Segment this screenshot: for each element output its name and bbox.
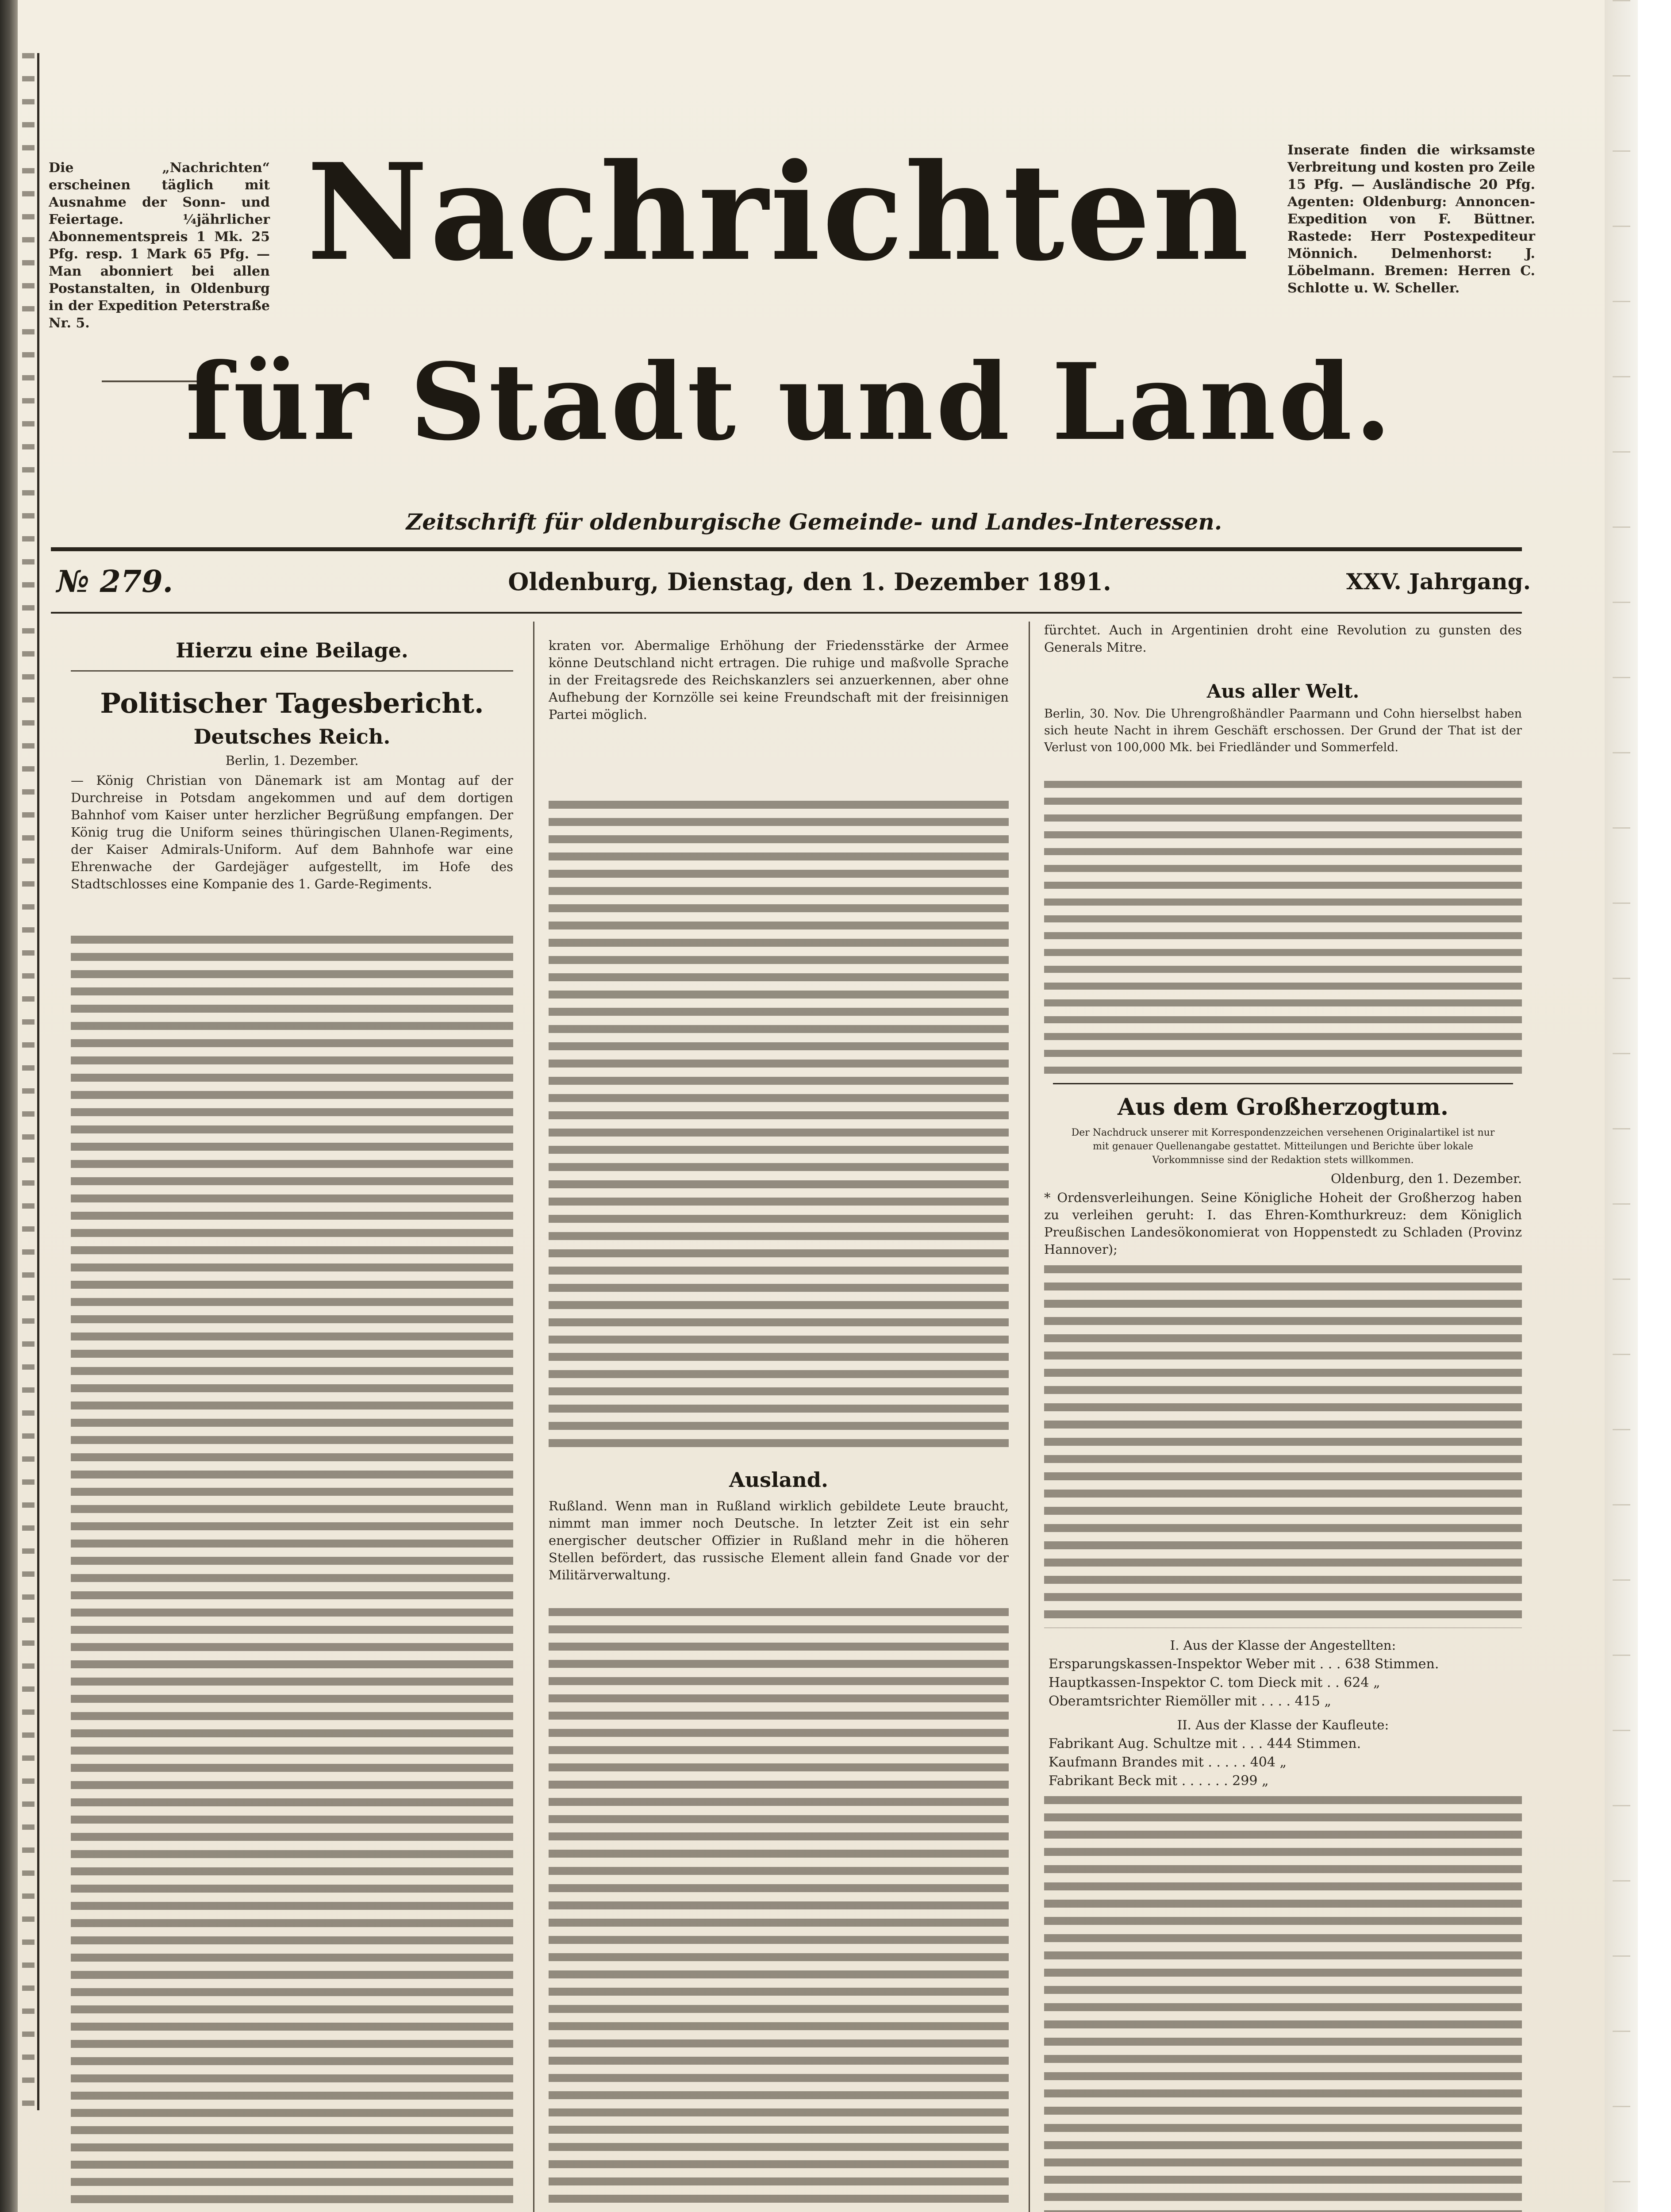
reprint-notice: Der Nachdruck unserer mit Korrespondenzzeichen versehenen Originalartikel ist nur mit genauer Quellenangabe gestattet. Mitteilungen und Berichte über lokale Vorkommnisse sind der Redaktion stets willkommen. (1071, 1127, 1495, 1166)
newspaper-subtitle: Zeitschrift für oldenburgische Gemeinde- und Landes-Interessen. (406, 509, 1222, 535)
newspaper-title-line2: für Stadt und Land. (185, 341, 1394, 464)
col3-divider (1053, 1083, 1513, 1084)
vote-row: Fabrikant Beck mit . . . . . . 299 „ (1049, 1773, 1269, 1789)
supplement-notice: Hierzu eine Beilage. (176, 638, 408, 662)
col3-dateline: Oldenburg, den 1. Dezember. (1330, 1171, 1522, 1186)
column-divider-2 (1029, 622, 1030, 2212)
vote-row: Oberamtsrichter Riemöller mit . . . . 415 „ (1049, 1694, 1331, 1709)
col2-text-placeholder-1 (549, 801, 1009, 1451)
election-class-2: II. Aus der Klasse der Kaufleute: (1177, 1717, 1389, 1732)
vote-row: Kaufmann Brandes mit . . . . . 404 „ (1049, 1755, 1287, 1770)
col1-article-1: — König Christian von Dänemark ist am Montag auf der Durchreise in Potsdam angekommen und auf dem dortigen Bahnhof vom Kaiser unter herzlicher Begrüßung empfangen. Der König trug die Uniform seines thüringischen Ulanen-Regiments, der Kaiser Admirals-Uniform. Auf dem Bahnhofe war eine Ehrenwache der Gardejäger aufgestellt, im Hofe des Stadtschlosses eine Kompanie des 1. Garde-Regiments. (71, 773, 513, 891)
section-heading-world: Aus aller Welt. (1206, 680, 1360, 702)
vote-row: Hauptkassen-Inspektor C. tom Dieck mit . . 624 „ (1049, 1675, 1380, 1690)
subscription-notice: Die „Nachrichten“ erscheinen täglich mit Ausnahme der Sonn- und Feiertage. ¼jährlicher Abonnementspreis 1 Mk. 25 Pfg. resp. 1 Mark 65 Pfg. — Man abonniert bei allen Postanstalten, in Oldenburg in der Expedition Peterstraße Nr. 5. (49, 160, 270, 331)
column-divider-1 (533, 622, 534, 2212)
masthead-rule-bottom (51, 612, 1522, 614)
advertising-notice: Inserate finden die wirksamste Verbreitung und kosten pro Zeile 15 Pfg. — Ausländische 20 Pfg. Agenten: Oldenburg: Annoncen-Expedition von F. Büttner. Rastede: Herr Postexpediteur Mönnich. Delmenhorst: J. Löbelmann. Bremen: Herren C. Schlotte u. W. Scheller. (1287, 142, 1535, 296)
section-subtitle: Deutsches Reich. (193, 725, 391, 749)
vote-row: Ersparungskassen-Inspektor Weber mit . . . 638 Stimmen. (1049, 1656, 1439, 1672)
election-class-1: I. Aus der Klasse der Angestellten: (1170, 1638, 1396, 1653)
section-heading-abroad: Ausland. (729, 1468, 828, 1492)
adjacent-page-strip (18, 53, 41, 2110)
section-heading-duchy: Aus dem Großherzogtum. (1118, 1094, 1448, 1121)
col2-article-1: kraten vor. Abermalige Erhöhung der Friedensstärke der Armee könne Deutschland nicht ertragen. Die ruhige und maßvolle Sprache in der Freitagsrede des Reichskanzlers sei anzuerkennen, aber ohne Aufhebung der Kornzölle sei keine Freundschaft mit der freisinnigen Partei möglich. (549, 638, 1009, 722)
col2-text-placeholder-2 (549, 1608, 1009, 2212)
volume-number: XXV. Jahrgang. (1346, 568, 1531, 595)
book-binding (0, 0, 18, 2212)
col1-divider-1 (71, 670, 513, 672)
col3-text-placeholder-1 (1044, 781, 1522, 1082)
issue-number: № 279. (57, 564, 173, 599)
col3-article-honours: * Ordensverleihungen. Seine Königliche Hoheit der Großherzog haben zu verleihen geruht: I. das Ehren-Komthurkreuz: dem Königlich Preußischen Landesökonomierat von Hoppenstedt zu Schladen (Provinz Hannover); (1044, 1190, 1522, 1257)
col1-dateline: Berlin, 1. Dezember. (225, 753, 359, 768)
col3-text-placeholder-3 (1044, 1796, 1522, 2212)
issue-dateline: Oldenburg, Dienstag, den 1. Dezember 1891. (508, 568, 1111, 596)
newspaper-page (18, 0, 1638, 2212)
page-edge (1605, 0, 1638, 2212)
col3-text-placeholder-2 (1044, 1265, 1522, 1628)
col3-article-berlin: Berlin, 30. Nov. Die Uhrengroßhändler Paarmann und Cohn hierselbst haben sich heute Nacht in ihrem Geschäft erschossen. Der Grund der That ist der Verlust von 100,000 Mk. bei Friedländer und Sommerfeld. (1044, 707, 1522, 754)
newspaper-title: Nachrichten (307, 134, 1251, 290)
section-title: Politischer Tagesbericht. (100, 687, 484, 719)
masthead-rule-top (51, 547, 1522, 551)
col2-article-russia: Rußland. Wenn man in Rußland wirklich gebildete Leute braucht, nimmt man immer noch Deutsche. In letzter Zeit ist ein sehr energischer deutscher Offizier in Rußland mehr in die höheren Stellen befördert, das russische Element allein fand Gnade vor der Militärverwaltung. (549, 1498, 1009, 1582)
col1-text-placeholder (71, 936, 513, 2212)
col3-article-1: fürchtet. Auch in Argentinien droht eine Revolution zu gunsten des Generals Mitre. (1044, 622, 1522, 655)
vote-row: Fabrikant Aug. Schultze mit . . . 444 Stimmen. (1049, 1736, 1361, 1751)
